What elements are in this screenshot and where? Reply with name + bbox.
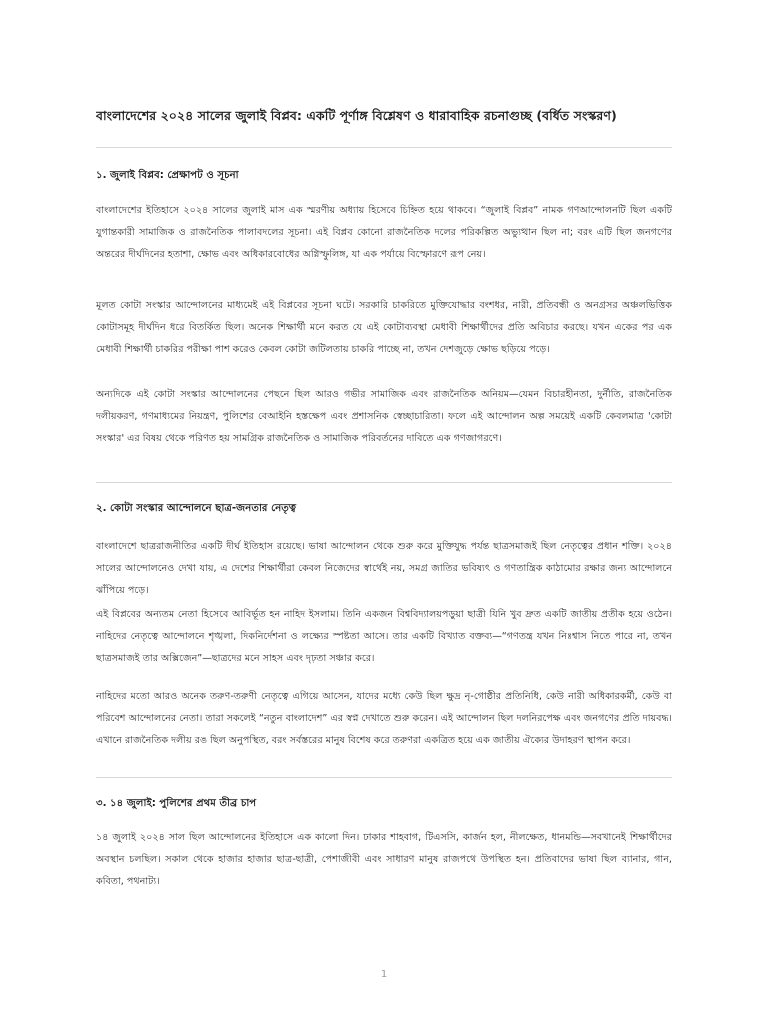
section-2-paragraph-2: এই বিপ্লবের অন্যতম নেতা হিসেবে আবির্ভূত হন নাহিদ ইসলাম। তিনি একজন বিশ্ববিদ্যালয়পড়ুয়া ছাত্রী যিনি খুব দ্রুত একটি জাতীয় প্রতীক হয়ে ওঠেন। নাহিদের নেতৃত্বে আন্দোলনে শৃঙ্খলা, দিকনির্দেশনা ও লক্ষ্যের স্পষ্টতা আসে। তার একটি বিখ্যাত বক্তব্য—“গণতন্ত্র যখন নিঃশ্বাস নিতে পারে না, তখন ছাত্রসমাজই তার অক্সিজেন”—ছাত্রদের মনে সাহস এবং দৃঢ়তা সঞ্চার করে।	[96, 609, 672, 664]
section-heading-1: ১. জুলাই বিপ্লব: প্রেক্ষাপট ও সূচনা	[96, 170, 239, 181]
section-heading-2: ২. কোটা সংস্কার আন্দোলনে ছাত্র-জনতার নেতৃত্ব	[96, 503, 297, 514]
section-divider	[96, 482, 672, 483]
section-heading-3: ৩. ১৪ জুলাই: পুলিশের প্রথম তীব্র চাপ	[96, 798, 257, 809]
document-title: বাংলাদেশের ২০২৪ সালের জুলাই বিপ্লব: একটি পূর্ণাঙ্গ বিশ্লেষণ ও ধারাবাহিক রচনাগুচ্ছ (বর্ধিত সংস্করণ)	[96, 108, 617, 123]
section-1-paragraph-1: বাংলাদেশের ইতিহাসে ২০২৪ সালের জুলাই মাস এক স্মরণীয় অধ্যায় হিসেবে চিহ্নিত হয়ে থাকবে। “জুলাই বিপ্লব” নামক গণআন্দোলনটি ছিল একটি যুগান্তকারী সামাজিক ও রাজনৈতিক পালাবদলের সূচনা। এই বিপ্লব কোনো রাজনৈতিক দলের পরিকল্পিত অভ্যুত্থান ছিল না; বরং এটি ছিল জনগণের অন্তরের দীর্ঘদিনের হতাশা, ক্ষোভ এবং অধিকারবোধের অগ্নিস্ফুলিঙ্গ, যা এক পর্যায়ে বিস্ফোরণে রূপ নেয়।	[96, 205, 672, 260]
section-1-paragraph-3: অন্যদিকে এই কোটা সংস্কার আন্দোলনের পেছনে ছিল আরও গভীর সামাজিক এবং রাজনৈতিক অনিয়ম—যেমন বিচারহীনতা, দুর্নীতি, রাজনৈতিক দলীয়করণ, গণমাধ্যমের নিয়ন্ত্রণ, পুলিশের বেআইনি হস্তক্ষেপ এবং প্রশাসনিক স্বেচ্ছাচারিতা। ফলে এই আন্দোলন অল্প সময়েই একটি কেবলমাত্র 'কোটা সংস্কার' এর বিষয় থেকে পরিণত হয় সামগ্রিক রাজনৈতিক ও সামাজিক পরিবর্তনের দাবিতে এক গণজাগরণে।	[96, 389, 672, 444]
section-1-paragraph-2: মূলত কোটা সংস্কার আন্দোলনের মাধ্যমেই এই বিপ্লবের সূচনা ঘটে। সরকারি চাকরিতে মুক্তিযোদ্ধার বংশধর, নারী, প্রতিবন্ধী ও অনগ্রসর অঞ্চলভিত্তিক কোটাসমূহ দীর্ঘদিন ধরে বিতর্কিত ছিল। অনেক শিক্ষার্থী মনে করত যে এই কোটাব্যবস্থা মেধাবী শিক্ষার্থীদের প্রতি অবিচার করছে। যখন একের পর এক মেধাবী শিক্ষার্থী চাকরির পরীক্ষা পাশ করেও কেবল কোটা জটিলতায় চাকরি পাচ্ছে না, তখন দেশজুড়ে ক্ষোভ ছড়িয়ে পড়ে।	[96, 300, 672, 355]
document-page	[96, 0, 672, 1024]
section-3-paragraph-1: ১৪ জুলাই ২০২৪ সাল ছিল আন্দোলনের ইতিহাসে এক কালো দিন। ঢাকার শাহবাগ, টিএসসি, কার্জন হল, নীলক্ষেত, ধানমন্ডি—সবখানেই শিক্ষার্থীদের অবস্থান চলছিল। সকাল থেকে হাজার হাজার ছাত্র-ছাত্রী, পেশাজীবী এবং সাধারণ মানুষ রাজপথে উপস্থিত হন। প্রতিবাদের ভাষা ছিল ব্যানার, গান, কবিতা, পথনাট্য।	[96, 832, 672, 887]
section-2-paragraph-1: বাংলাদেশে ছাত্ররাজনীতির একটি দীর্ঘ ইতিহাস রয়েছে। ভাষা আন্দোলন থেকে শুরু করে মুক্তিযুদ্ধ পর্যন্ত ছাত্রসমাজই ছিল নেতৃত্বের প্রধান শক্তি। ২০২৪ সালের আন্দোলনেও দেখা যায়, এ দেশের শিক্ষার্থীরা কেবল নিজেদের স্বার্থেই নয়, সমগ্র জাতির ভবিষ্যৎ ও গণতান্ত্রিক কাঠামোর রক্ষার জন্য আন্দোলনে ঝাঁপিয়ে পড়ে।	[96, 541, 672, 596]
section-divider	[96, 147, 672, 148]
page-number: 1	[380, 969, 388, 980]
section-2-paragraph-3: নাহিদের মতো আরও অনেক তরুণ-তরুণী নেতৃত্বে এগিয়ে আসেন, যাদের মধ্যে কেউ ছিল ক্ষুদ্র নৃ-গোষ্ঠীর প্রতিনিধি, কেউ নারী অধিকারকর্মী, কেউ বা পরিবেশ আন্দোলনের নেতা। তারা সকলেই “নতুন বাংলাদেশ” এর স্বপ্ন দেখাতে শুরু করেন। এই আন্দোলন ছিল দলনিরপেক্ষ এবং জনগণের প্রতি দায়বদ্ধ। এখানে রাজনৈতিক দলীয় রঙ ছিল অনুপস্থিত, বরং সর্বস্তরের মানুষ বিশেষ করে তরুণরা একত্রিত হয়ে এক জাতীয় ঐক্যের উদাহরণ স্থাপন করে।	[96, 691, 672, 746]
section-divider	[96, 777, 672, 778]
